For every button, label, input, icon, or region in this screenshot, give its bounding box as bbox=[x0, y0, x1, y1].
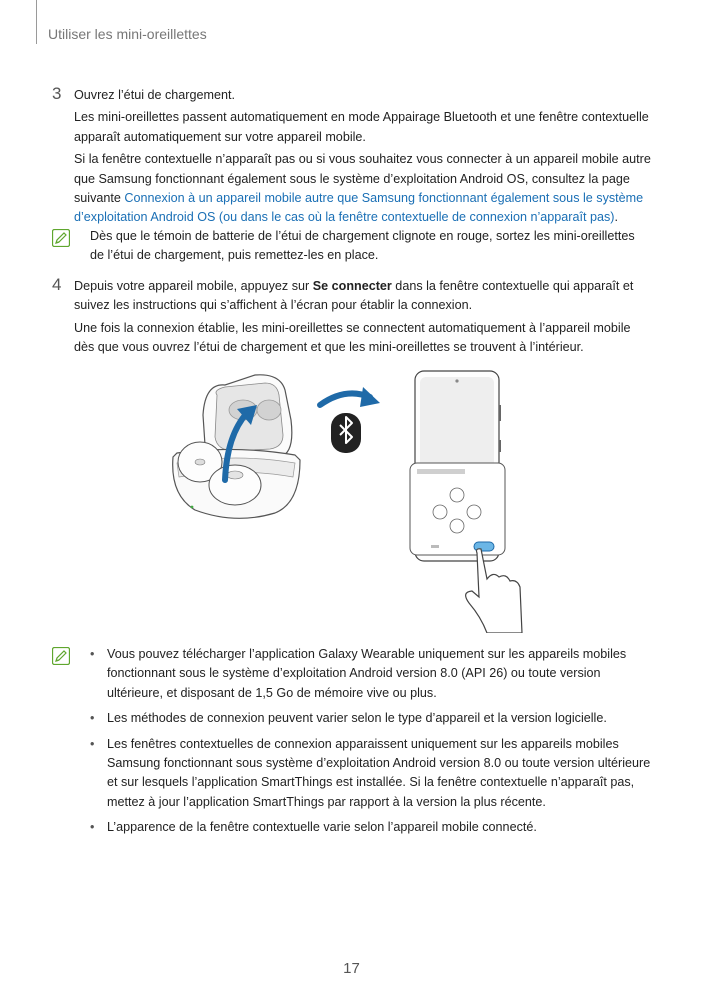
note-battery bbox=[52, 227, 651, 266]
connection-popup bbox=[410, 463, 505, 555]
step-4-text: Depuis votre appareil mobile, appuyez sur bbox=[74, 279, 313, 293]
bluetooth-icon bbox=[331, 413, 361, 453]
requirements-list bbox=[90, 645, 651, 838]
pencil-note-icon bbox=[52, 647, 70, 665]
step-3-description: Les mini-oreillettes passent automatiquement en mode Appairage Bluetooth et une fenêtre contextuelle apparaît automatiquement sur votre appareil mobile. bbox=[74, 110, 649, 144]
list-item: • Les fenêtres contextuelles de connexion apparaissent uniquement sur les appareils mobiles Samsung fonctionnant sous système d’exploitation Android version 8.0 ou toute version ultérieure et sur lesquels l’application SmartThings est installée. Si la fenêtre contextuelle n’apparaît pas, mettez à jour l’application SmartThings par rapport à la version la plus récente. bbox=[90, 735, 651, 813]
transfer-arrow-head bbox=[360, 387, 380, 407]
step-4-description: Une fois la connexion établie, les mini-oreillettes se connectent automatiquement à l’appareil mobile dès que vous ouvrez l’étui de chargement et que les mini-oreillettes se trouvent à l’intérieur. bbox=[74, 320, 631, 355]
list-item: • L’apparence de la fenêtre contextuelle varie selon l’appareil mobile connecté. bbox=[90, 818, 651, 837]
header-rule bbox=[36, 0, 37, 44]
list-item: • Vous pouvez télécharger l’application Galaxy Wearable uniquement sur les appareils mobiles fonctionnant sous le système d’exploitation Android version 8.0 (API 26) ou toute version ultérieure, et disposant de 1,5 Go de mémoire vive ou plus. bbox=[90, 645, 651, 703]
step-3 bbox=[52, 86, 651, 231]
step-number: 4 bbox=[52, 275, 62, 294]
pencil-note-icon bbox=[52, 229, 70, 247]
list-item: • Les méthodes de connexion peuvent varier selon le type d’appareil et la version logicielle. bbox=[90, 709, 651, 728]
step-3-alt-end: . bbox=[614, 210, 618, 225]
connect-button-label: Se connecter bbox=[312, 279, 392, 293]
note-battery-text: Dès que le témoin de batterie de l’étui de chargement clignote en rouge, sortez les mini-oreillettes de l’étui de chargement, puis remettez-les en place. bbox=[90, 229, 635, 263]
step-4 bbox=[52, 277, 651, 361]
step-4-text-end: dans la fenêtre contextuelle qui apparaît et suivez les instructions qui s’affichent à l’écran pour établir la connexion. bbox=[74, 279, 634, 313]
step-3-alternative bbox=[74, 150, 651, 228]
step-3-alt-text: Si la fenêtre contextuelle n’apparaît pas ou si vous souhaitez vous connecter à un appareil mobile autre que Samsung fonctionnant également sous le système d’exploitation Android OS, consultez la page suivante bbox=[74, 152, 651, 206]
step-number: 3 bbox=[52, 84, 62, 103]
cross-reference-link[interactable]: Connexion à un appareil mobile autre que Samsung fonctionnant également sous le système d’exploitation Android OS (ou dans le cas où la fenêtre contextuelle de connexion n’apparaît pas) bbox=[74, 191, 644, 225]
page-header-title: Utiliser les mini-oreillettes bbox=[48, 26, 207, 42]
pairing-illustration bbox=[165, 365, 545, 633]
note-requirements bbox=[52, 645, 651, 844]
charging-case-image bbox=[173, 375, 300, 519]
step-3-instruction: Ouvrez l’étui de chargement. bbox=[74, 88, 236, 102]
page-number: 17 bbox=[343, 960, 360, 977]
step-4-instruction bbox=[74, 277, 651, 316]
